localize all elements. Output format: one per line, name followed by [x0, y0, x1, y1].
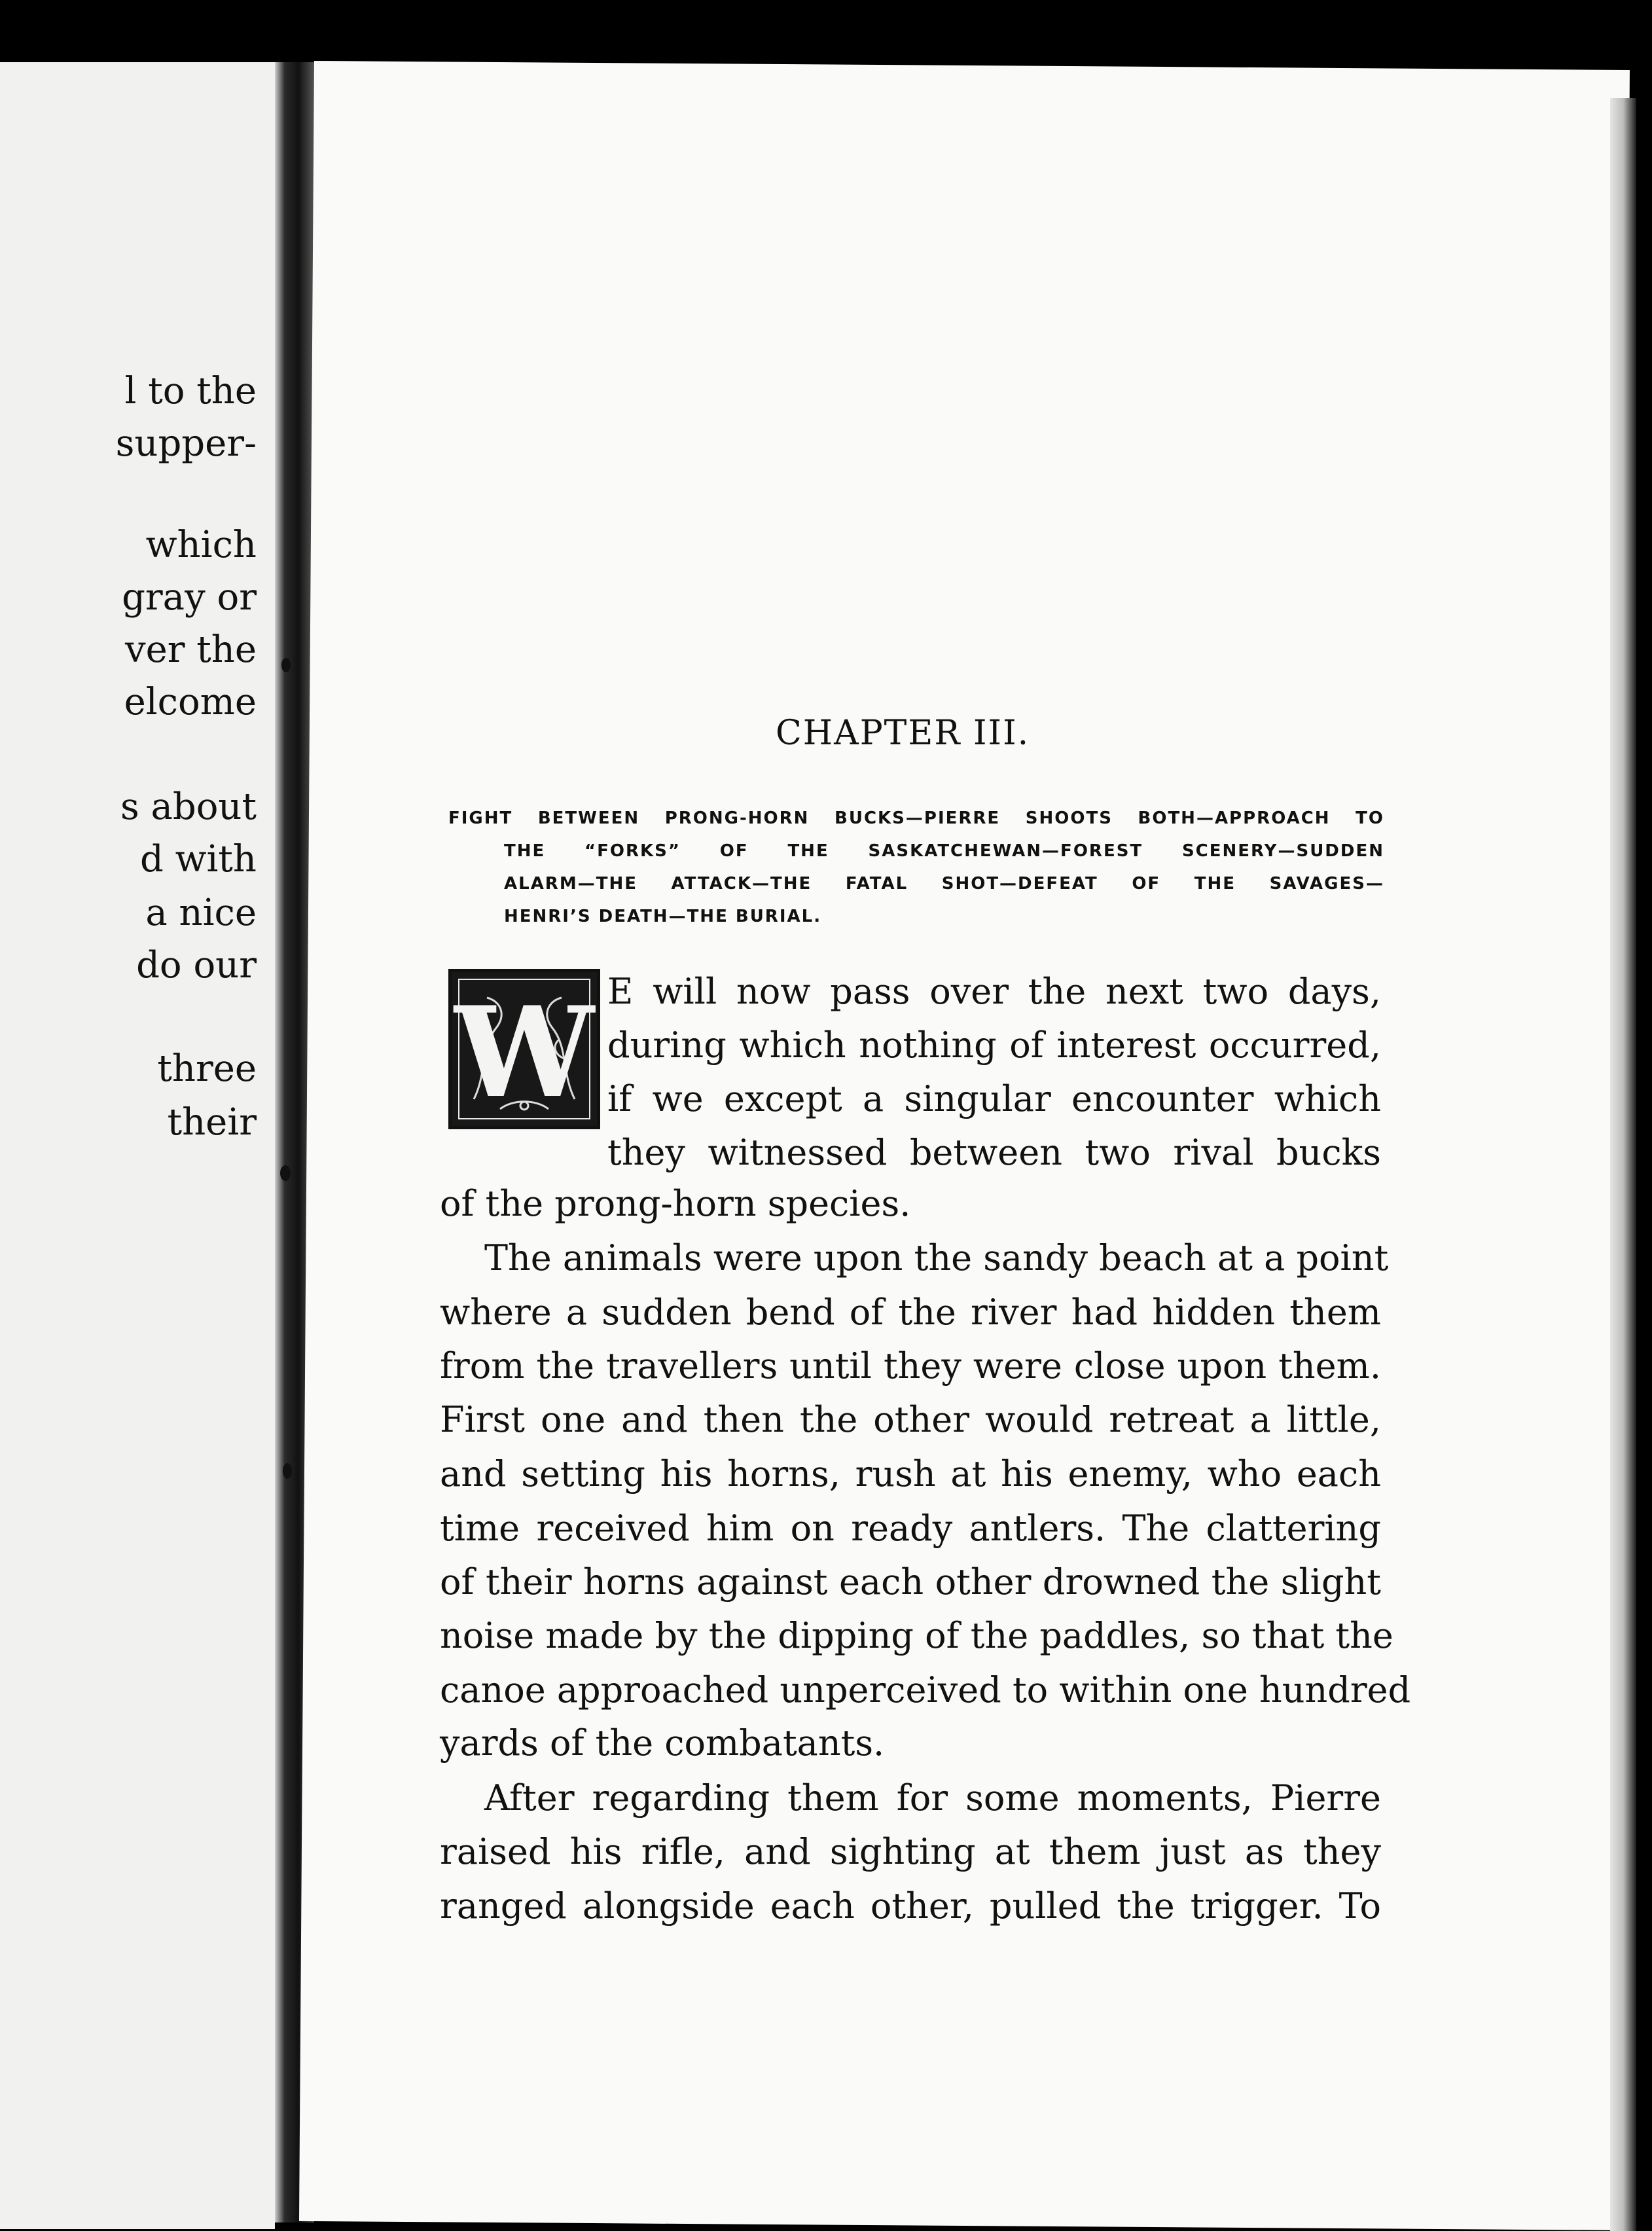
summary-line: ALARM—THE ATTACK—THE FATAL SHOT—DEFEAT OF THE SAVAGES— — [504, 874, 1384, 894]
opening-line: they witnessed between two rival bucks — [607, 1132, 1381, 1173]
body-line: canoe approached unperceived to within one hundred — [440, 1669, 1411, 1711]
left-page-line: gray or — [122, 576, 257, 619]
drop-cap-ornament — [448, 969, 600, 1129]
summary-line: HENRI’S DEATH—THE BURIAL. — [504, 907, 822, 926]
body-line: After regarding them for some moments, Pierre — [484, 1777, 1381, 1819]
binding-mark — [280, 1165, 291, 1181]
page-edge — [1610, 98, 1636, 2231]
left-page-line: a nice — [145, 892, 257, 934]
binding-mark — [283, 1463, 292, 1479]
left-page-line: do our — [136, 944, 257, 987]
body-line: raised his rifle, and sighting at them just as they — [440, 1831, 1381, 1872]
body-line: yards of the combatants. — [440, 1722, 885, 1764]
left-page-line: l to the — [124, 370, 257, 412]
left-page-line: s about — [120, 786, 257, 828]
body-line: and setting his horns, rush at his enemy, who each — [440, 1453, 1381, 1495]
opening-line: if we except a singular encounter which — [607, 1078, 1381, 1119]
chapter-title: CHAPTER III. — [776, 714, 1030, 753]
body-line: ranged alongside each other, pulled the trigger. To — [440, 1885, 1381, 1927]
left-page-line: elcome — [124, 681, 257, 723]
body-line: where a sudden bend of the river had hidden them — [440, 1292, 1381, 1333]
left-page-line: supper- — [115, 422, 257, 465]
body-line: noise made by the dipping of the paddles, so that the — [440, 1615, 1393, 1656]
body-line: The animals were upon the sandy beach at a point — [484, 1237, 1389, 1279]
left-page-line: which — [145, 524, 257, 566]
summary-line: FIGHT BETWEEN PRONG-HORN BUCKS—PIERRE SHOOTS BOTH—APPROACH TO — [448, 808, 1384, 828]
body-line: from the travellers until they were close upon them. — [440, 1345, 1381, 1387]
body-line: of the prong-horn species. — [440, 1183, 911, 1224]
left-page-line: their — [167, 1101, 257, 1144]
summary-line: THE “FORKS” OF THE SASKATCHEWAN—FOREST SCENERY—SUDDEN — [504, 841, 1384, 861]
opening-line: during which nothing of interest occurred, — [607, 1025, 1381, 1066]
chapter-summary — [448, 802, 1384, 933]
left-page-line: d with — [139, 838, 257, 880]
left-page-line: ver the — [124, 628, 257, 671]
body-line: of their horns against each other drowned the slight — [440, 1561, 1381, 1603]
body-line: First one and then the other would retreat a little, — [440, 1399, 1381, 1440]
body-line: time received him on ready antlers. The clattering — [440, 1508, 1381, 1549]
binding-mark — [281, 658, 291, 672]
left-page — [0, 62, 275, 2229]
left-page-line: three — [157, 1047, 257, 1090]
opening-line: E will now pass over the next two days, — [607, 971, 1381, 1012]
drop-cap-letter: W — [454, 979, 594, 1125]
